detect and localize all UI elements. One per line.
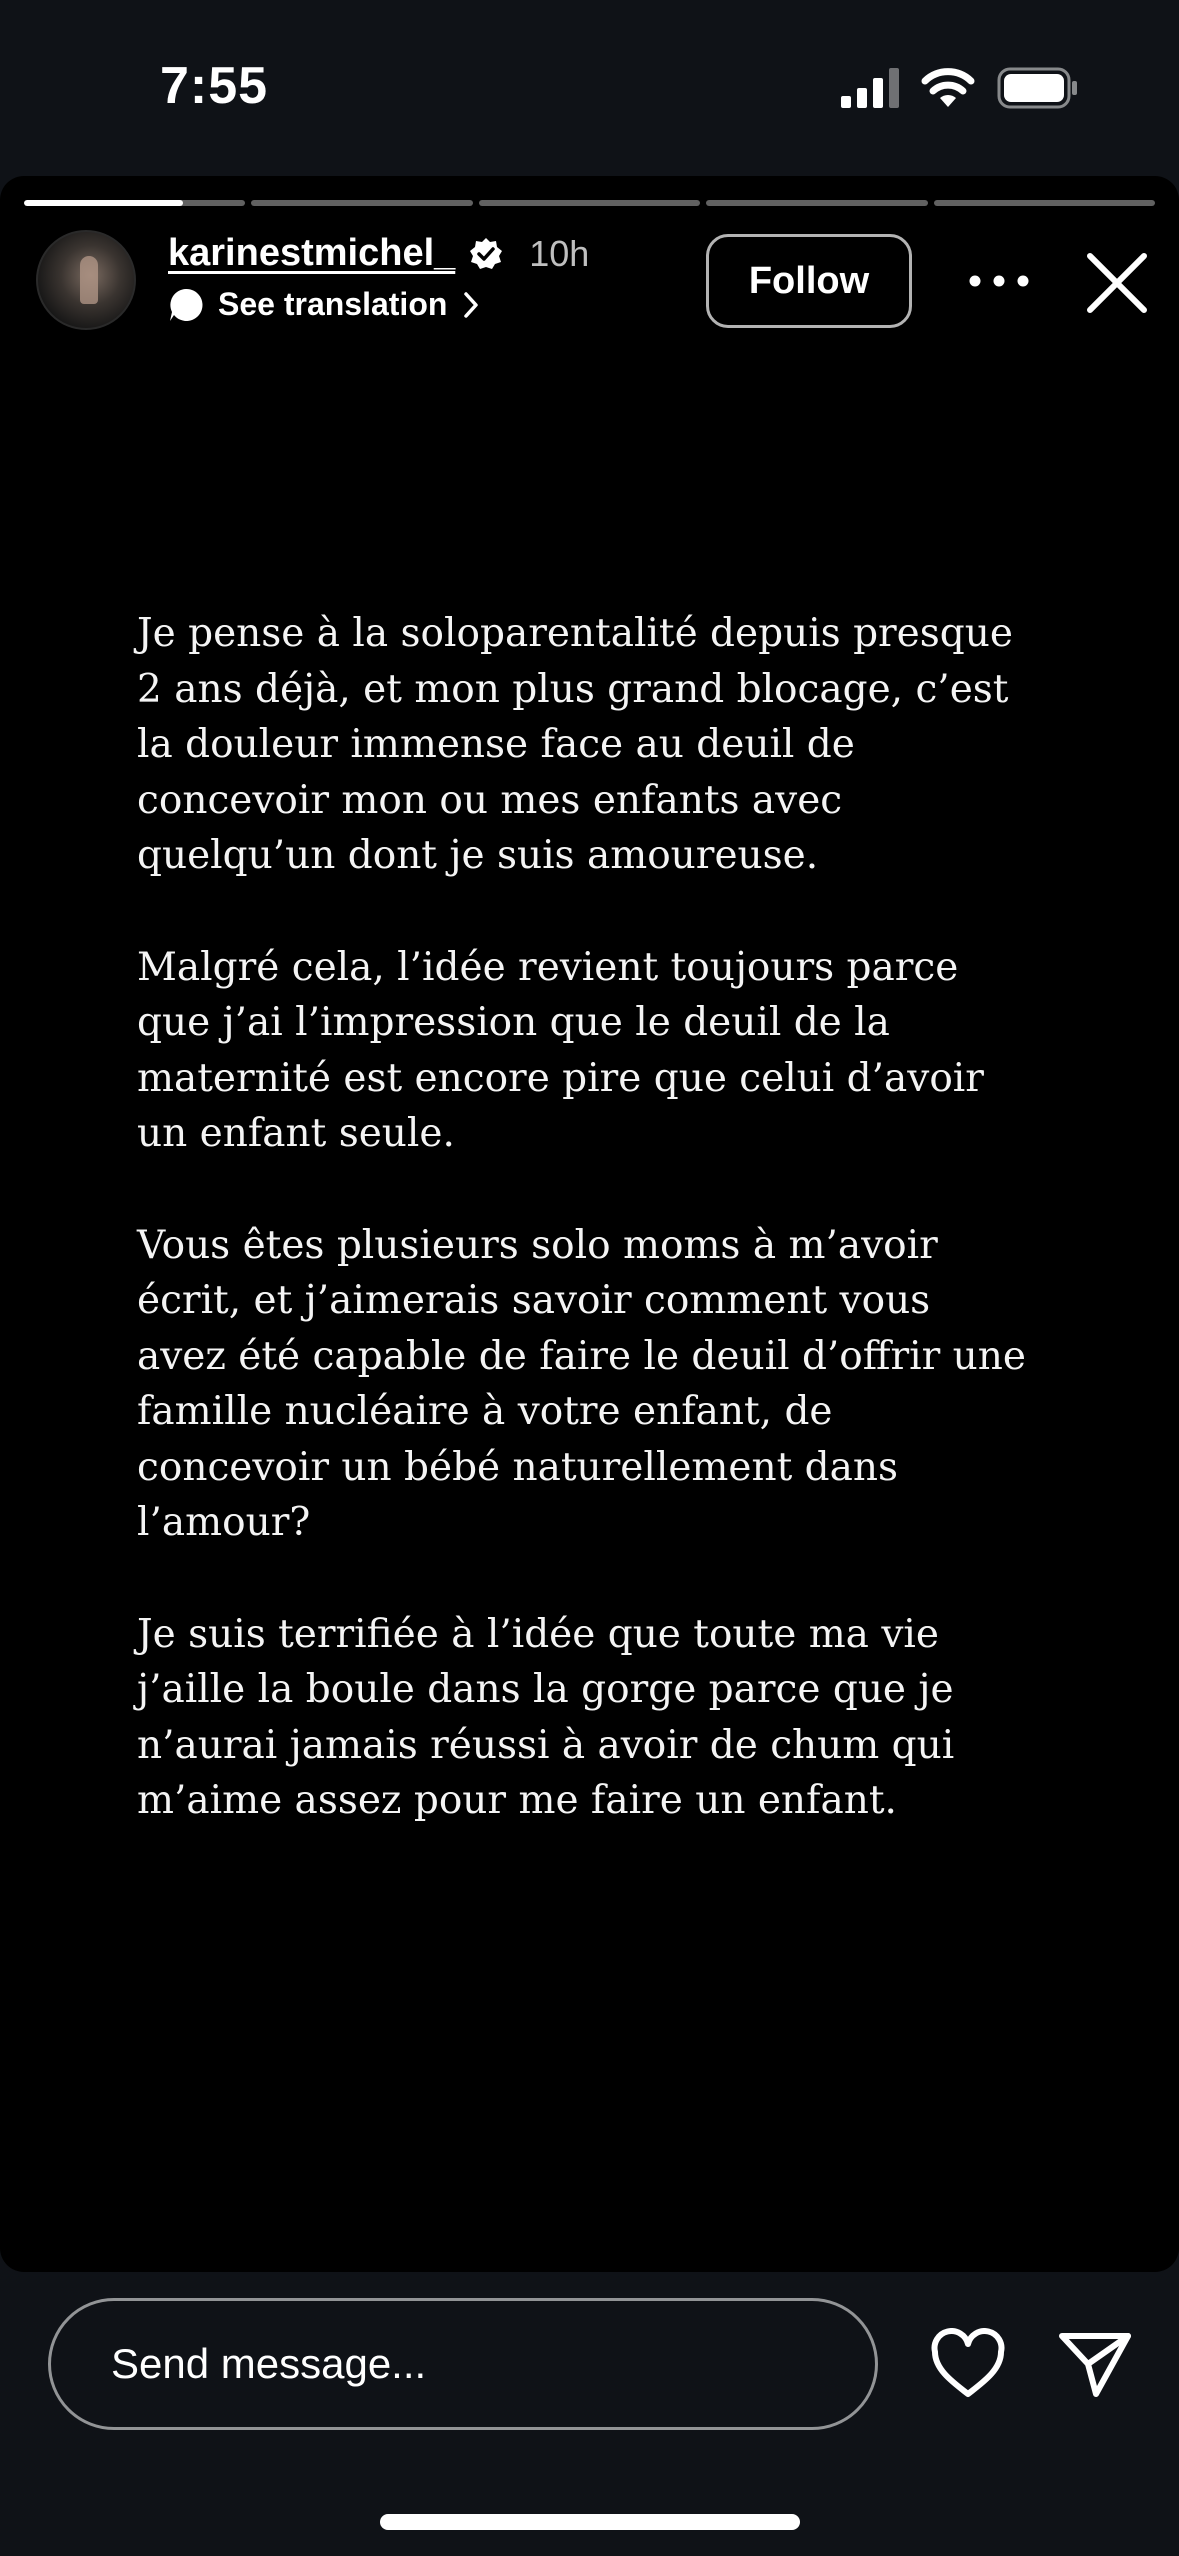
username-link[interactable]: karinestmichel_ [168, 232, 456, 274]
verified-badge-icon [469, 237, 503, 271]
heart-icon[interactable] [930, 2328, 1006, 2400]
wifi-icon [921, 67, 975, 109]
see-translation-label: See translation [218, 286, 448, 322]
send-icon[interactable] [1058, 2328, 1132, 2400]
status-bar [0, 0, 1179, 176]
avatar[interactable] [36, 230, 136, 330]
story-paragraph: Je pense à la soloparentalité depuis presque 2 ans déjà, et mon plus grand blocage, c’est la douleur immense face au deuil de concevoir mon ou mes enfants avec quelqu’un dont je suis amoureuse. [137, 611, 1013, 878]
cellular-signal-icon [841, 68, 899, 108]
progress-segment [24, 200, 245, 206]
status-time: 7:55 [160, 57, 269, 115]
close-icon[interactable] [1084, 250, 1150, 316]
post-time: 10h [529, 232, 590, 274]
progress-segment [479, 200, 700, 206]
speech-bubble-icon [168, 287, 204, 323]
progress-segment [251, 200, 472, 206]
chevron-right-icon [461, 290, 481, 320]
story-paragraph: Vous êtes plusieurs solo moms à m’avoir écrit, et j’aimerais savoir comment vous avez été capable de faire le deuil d’offrir une famille nucléaire à votre enfant, de concevoir un bébé naturellement dans l’amour? [137, 1222, 1026, 1545]
progress-segment-fill [24, 200, 183, 206]
progress-segment [934, 200, 1155, 206]
battery-icon [997, 67, 1079, 109]
see-translation-button[interactable] [168, 286, 481, 323]
home-indicator[interactable] [380, 2514, 800, 2530]
send-message-input[interactable] [48, 2298, 878, 2430]
story-progress-bar [24, 200, 1155, 206]
send-message-placeholder: Send message... [111, 2340, 427, 2387]
status-icons [841, 64, 1079, 112]
story-card[interactable] [0, 176, 1179, 2272]
story-paragraph: Malgré cela, l’idée revient toujours parce que j’ai l’impression que le deuil de la maternité est encore pire que celui d’avoir un enfant seule. [137, 944, 984, 1156]
username-row [168, 232, 589, 275]
follow-button[interactable]: Follow [706, 234, 912, 328]
more-options-icon[interactable] [962, 256, 1036, 306]
progress-segment [706, 200, 927, 206]
story-text [137, 606, 1057, 1885]
story-paragraph: Je suis terrifiée à l’idée que toute ma vie j’aille la boule dans la gorge parce que je n’aurai jamais réussi à avoir de chum qui m’aime assez pour me faire un enfant. [137, 1611, 955, 1823]
avatar-photo [80, 256, 98, 304]
